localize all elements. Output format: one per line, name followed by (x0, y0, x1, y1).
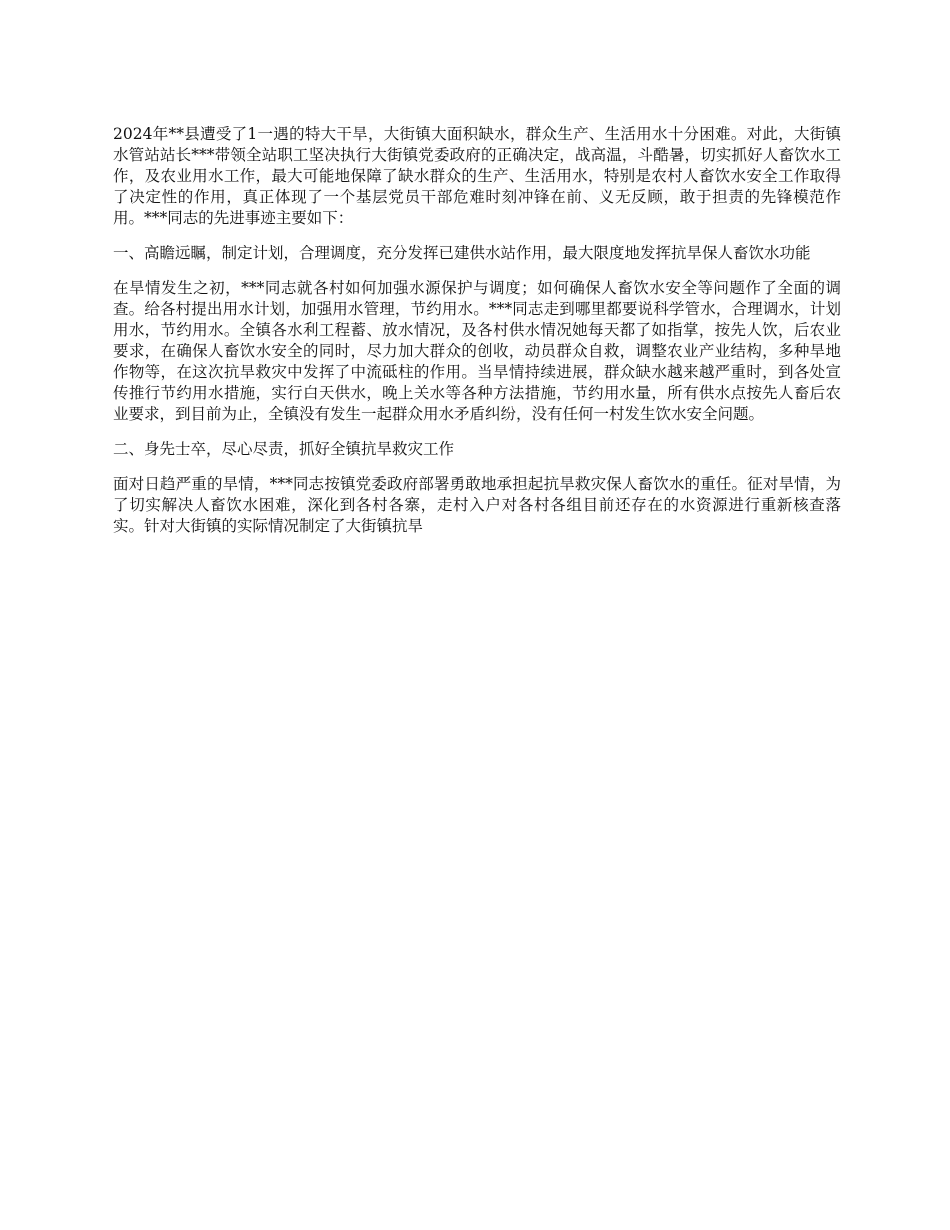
section-heading-2: 二、身先士卒，尽心尽责，抓好全镇抗旱救灾工作 (113, 440, 455, 458)
intro-paragraph: 2024年**县遭受了1一遇的特大干旱，大街镇大面积缺水，群众生产、生活用水十分困难。对此，大街镇水管站站长***带领全站职工坚决执行大街镇党委政府的正确决定，战高温，斗酷暑，切实抓好人畜饮水工作，及农业用水工作，最大可能地保障了缺水群众的生产、生活用水，特别是农村人畜饮水安全工作取得了决定性的作用，真正体现了一个基层党员干部危难时刻冲锋在前、义无反顾，敢于担责的先锋模范作用。***同志的先进事迹主要如下： (113, 125, 841, 227)
section-body-2: 面对日趋严重的旱情，***同志按镇党委政府部署勇敢地承担起抗旱救灾保人畜饮水的重任。征对旱情，为了切实解决人畜饮水困难，深化到各村各寨，走村入户对各村各组目前还存在的水资源进行重新核查落实。针对大街镇的实际情况制定了大街镇抗旱 (113, 475, 841, 535)
section-heading-1: 一、高瞻远瞩，制定计划，合理调度，充分发挥已建供水站作用，最大限度地发挥抗旱保人畜饮水功能 (113, 244, 811, 262)
document-body (113, 124, 841, 551)
section-body-1: 在旱情发生之初，***同志就各村如何加强水源保护与调度；如何确保人畜饮水安全等问题作了全面的调查。给各村提出用水计划，加强用水管理，节约用水。***同志走到哪里都要说科学管水，合理调水，计划用水，节约用水。全镇各水利工程蓄、放水情况，及各村供水情况她每天都了如指掌，按先人饮，后农业要求，在确保人畜饮水安全的同时，尽力加大群众的创收，动员群众自救，调整农业产业结构，多种旱地作物等，在这次抗旱救灾中发挥了中流砥柱的作用。当旱情持续进展，群众缺水越来越严重时，到各处宣传推行节约用水措施，实行白天供水，晚上关水等各种方法措施，节约用水量，所有供水点按先人畜后农业要求，到目前为止，全镇没有发生一起群众用水矛盾纠纷，没有任何一村发生饮水安全问题。 (113, 279, 841, 423)
